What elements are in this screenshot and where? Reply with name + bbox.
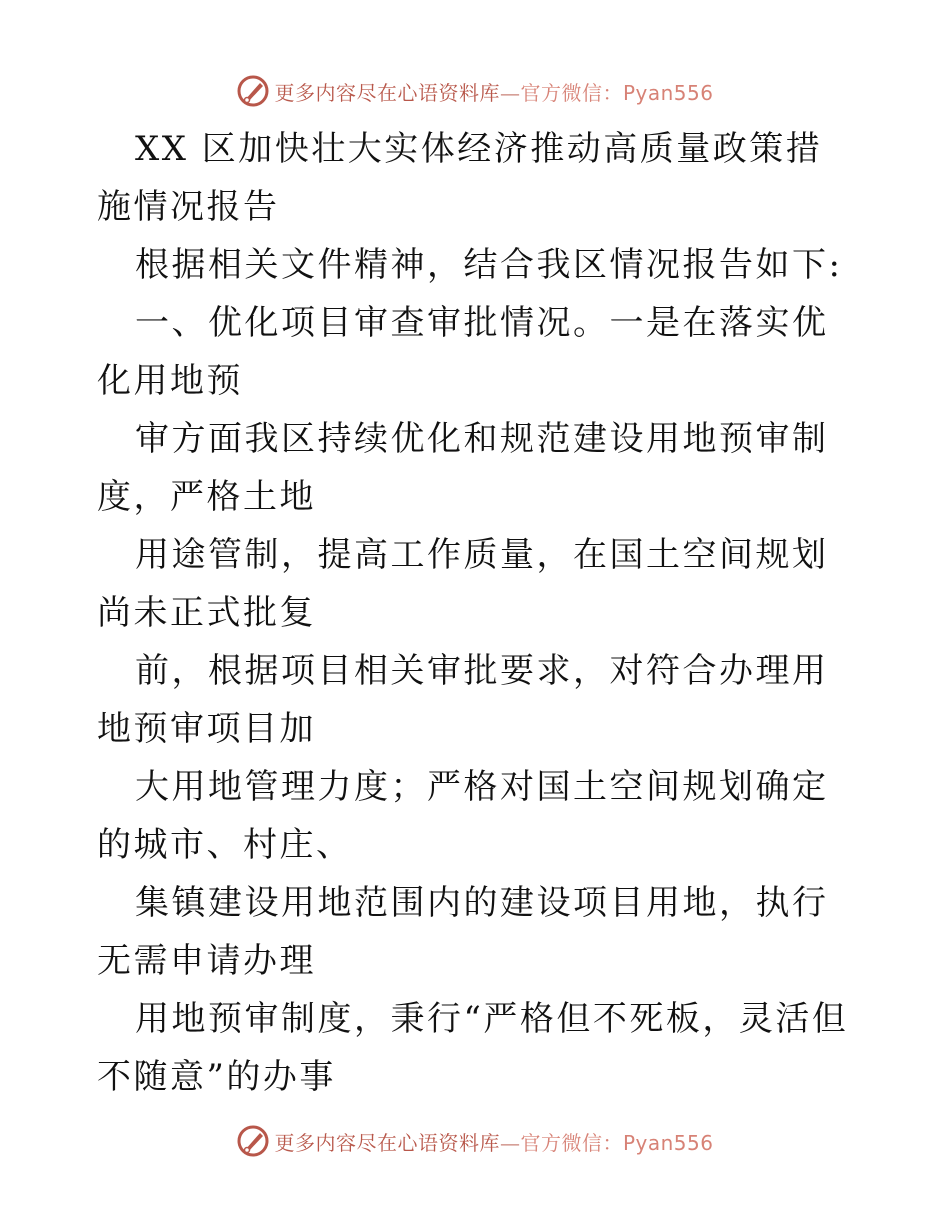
banner-text: 更多内容尽在心语资料库—官方微信：Pyan556 bbox=[274, 1130, 714, 1155]
paragraph: 用地预审制度，秉行“严格但不死板，灵活但不随意”的办事 bbox=[97, 999, 849, 1097]
paragraph: 前，根据项目相关审批要求，对符合办理用地预审项目加 bbox=[97, 651, 829, 749]
quill-logo-icon bbox=[236, 74, 270, 108]
banner-text: 更多内容尽在心语资料库—官方微信：Pyan556 bbox=[274, 80, 714, 105]
document-body bbox=[97, 120, 857, 1106]
footer-banner bbox=[0, 1121, 950, 1161]
paragraph: 根据相关文件精神，结合我区情况报告如下: bbox=[135, 245, 843, 285]
paragraph: 大用地管理力度；严格对国土空间规划确定的城市、村庄、 bbox=[97, 767, 829, 865]
paragraph: 审方面我区持续优化和规范建设用地预审制度，严格土地 bbox=[97, 419, 829, 517]
paragraph: 一、优化项目审查审批情况。一是在落实优化用地预 bbox=[97, 303, 829, 401]
header-banner bbox=[0, 71, 950, 111]
paragraph: XX 区加快壮大实体经济推动高质量政策措施情况报告 bbox=[97, 129, 823, 227]
paragraph: 用途管制，提高工作质量，在国土空间规划尚未正式批复 bbox=[97, 535, 829, 633]
paragraph: 集镇建设用地范围内的建设项目用地，执行无需申请办理 bbox=[97, 883, 829, 981]
quill-logo-icon bbox=[236, 1124, 270, 1158]
